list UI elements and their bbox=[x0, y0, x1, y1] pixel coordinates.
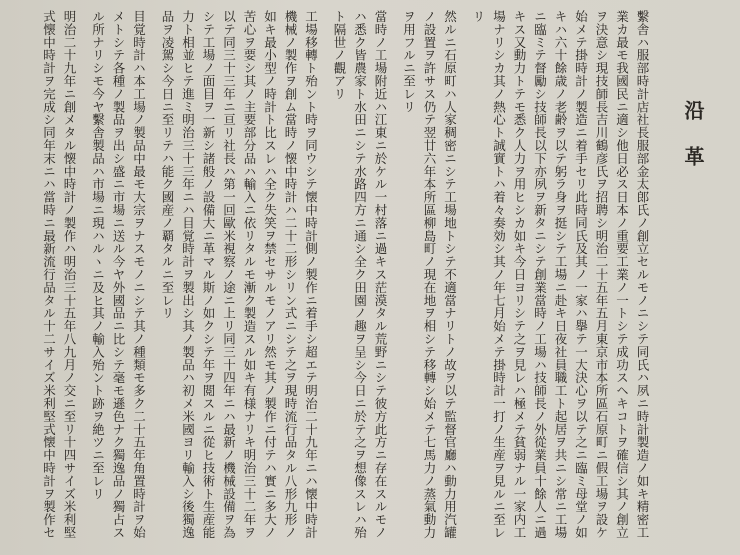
paragraph: 繫舎ハ服部時計店社長服部金太郎氏ノ創立セルモノニシテ同氏ハ夙ニ時計製造ノ如キ精密工業カ最モ我國民ニ適シ他日必ス日本ノ重要工業ノ一トシテ成功スヘキコトヲ確信シ其ノ創立ヲ決意シ現技師長吉川鶴彦氏ヲ招聘シ明治二十五年五月東京市本所區石原町ニ假工場ヲ設ケ始メテ掛時計ノ製造ニ着手セリ此時同氏及其ノ一家ハ擧テ一大決心ヲ以テ之ニ臨ミ母堂ノ如キハ六十餘歳ノ老齢ヲ以テ躬ラ身ヲ挺シテ工場ニ赴キ日夜社員職工ト起居ヲ共ニシ常ニ工場ニ臨ミテ督勵シ技師長以下亦夙ヲ新タニシテ創業當時ノ工場ハ技師長ノ外從業員十餘人ニ過キス又動力トテモ悉ク人力ヲ用ヒシカ如キ今日ヨリシテ之ヲ見レハ極メテ貧弱ナル一家内工場ナリシカ其ノ熱心ト誠實トハ着々奏効シ其ノ年七月始メテ掛時計一打ノ生産ヲ見ルニ至レリ bbox=[471, 10, 650, 539]
paragraph: 明治二十九年ニ創メタル懐中時計ノ製作ハ明治三十五年八九月ノ交ニ至リ十四サイズ米利堅式懐中時計ヲ完成シ同年末ニハ當時ニ最新流行品タル十二サイズ米利堅式懐中時計ヲ製作セ bbox=[41, 10, 77, 539]
body-text bbox=[14, 10, 652, 550]
paragraph: 工場移轉ト殆ント時ヲ同ウシテ懐中時計側ノ製作ニ着手シ超エテ明治二十九年ニハ懐中時計機械ノ製作ヲ創ム當時ノ懐中時計ハ二十二形シリン式ニシテ之ヲ現時流行品タル八形九形ノ如キ最小型ノ時計ト比スレハ全ク失笑ヲ禁セサルモノアリ然モ其ノ製作ニ付テハ實ニ多大ノ苦心ヲ要シ其ノ主要部分品ハ輸入ニ依リタルモ漸ク製造スル如キ有様ナリキ明治三十二年ヲ以テ同三十三年ニ亘リ社長ハ第一回歐米視察ノ途ニ上リ同三十四年ニハ最新ノ機械設備ヲ為シテ工場ノ面目ヲ一新シ諸般ノ設備大ニ革マル斯ノ如クシテ年ヲ閲スルニ從ヒ技術ト生産能力ト相並ヒテ進ミ明治三十三年ニハ目覚時計ヲ製出シ其ノ製品ハ初メ米國ヨリ輸入シ後獨逸品ヲ凌駕シ今日ニ至リテハ能ク國産ノ覇タルニ至レリ bbox=[160, 10, 319, 539]
paragraph: 然ルニ石原町ハ人家稠密ニシテ工場地トシテ不適當ナリトノ故ヲ以テ監督官廳ハ動力用汽罐ノ設置ヲ許サス仍テ翌廿六年本所區柳島町ノ現在地ヲ相シテ移轉シ始メテ七馬力ノ蒸氣動力ヲ用フルニ至レリ bbox=[401, 10, 458, 539]
section-heading: 沿革 bbox=[681, 100, 705, 192]
paragraph: 目覚時計ハ本工場ノ製品中最モ大宗ヲナスモノニシテ其ノ種類モ多ク二十五年角置時計ヲ始メトシテ各種ノ製品ヲ出シ盛ニ市場ニ送ル今ヤ外國品ニ比シテ毫モ遜色ナク獨逸品ノ獨占スル所ナリシモ今ヤ繫舎製品ハ市場ニ現ハルヽニ及ヒ其ノ輸入殆ント跡ヲ絶ツニ至レリ bbox=[90, 10, 147, 539]
paragraph: 當時ノ工場附近ハ江東ニ於ケル一村落ニ過キス茫漠タル荒野ニシテ彼方此方ニ存在スルモノハ悉ク皆農家ト水田ニシテ水路四方ニ通シ全ク田園ノ趣ヲ呈シ今日ニ於テ之ヲ想像スレハ殆ト隔世ノ觀アリ bbox=[332, 10, 388, 539]
